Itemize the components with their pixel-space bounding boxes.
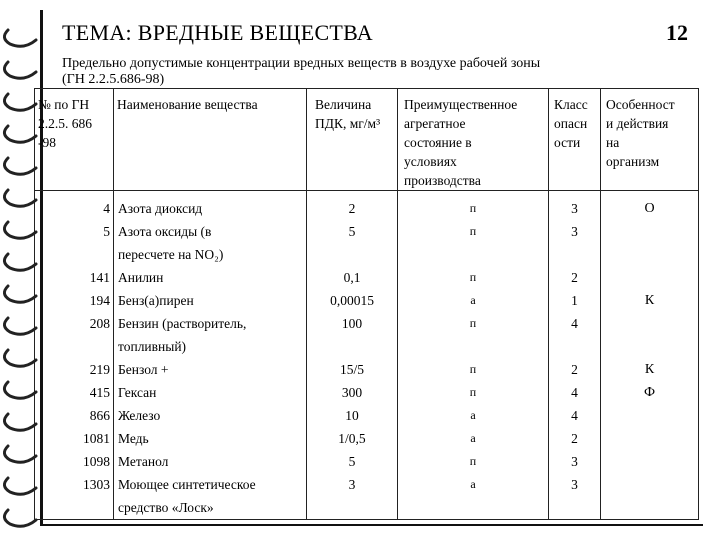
- cell-pdk: 10: [345, 408, 359, 423]
- cell-names: средство «Лоск»: [118, 500, 214, 515]
- cell-pdk: 100: [341, 316, 363, 331]
- column-pdk-values: [307, 191, 398, 520]
- header-substance-name: Наименование вещества: [114, 89, 307, 191]
- column-effect-features: [601, 191, 699, 520]
- column-gn-numbers: [35, 191, 114, 520]
- cell-pdk: 2: [348, 201, 356, 216]
- cell-numbers: 5: [103, 224, 110, 239]
- header-gn-number: № по ГН 2.2.5. 686 -98: [35, 89, 114, 191]
- cell-state: п: [469, 385, 477, 399]
- table-body-row: [35, 191, 699, 520]
- cell-pdk: 5: [348, 224, 356, 239]
- cell-state: [398, 496, 548, 519]
- cell-numbers: [35, 496, 113, 519]
- cell-state: п: [469, 270, 477, 284]
- cell-hazard-class: 4: [571, 316, 578, 331]
- cell-numbers: 1303: [83, 477, 110, 492]
- cell-numbers: [35, 335, 113, 358]
- cell-names: Железо: [118, 408, 161, 423]
- table-header-row: [35, 89, 699, 191]
- cell-hazard-class: 3: [571, 454, 578, 469]
- cell-state: [398, 243, 548, 266]
- column-hazard-classes: [549, 191, 601, 520]
- cell-names: Бенз(а)пирен: [118, 293, 194, 308]
- cell-names: Гексан: [118, 385, 157, 400]
- header-aggregate-state: Преимущественное агрегатное состояние в условиях производства: [398, 89, 549, 191]
- cell-state: п: [469, 454, 477, 468]
- cell-effect: [601, 496, 698, 519]
- cell-names: топливный): [118, 339, 187, 354]
- cell-pdk: [307, 243, 397, 266]
- column-aggregate-states: [398, 191, 549, 520]
- cell-pdk: 0,00015: [330, 293, 374, 308]
- cell-effect: [601, 266, 698, 289]
- subtitle-line-1: Предельно допустимые концентрации вредных веществ в воздухе рабочей зоны: [62, 56, 541, 71]
- cell-state: п: [469, 316, 477, 330]
- cell-numbers: 194: [89, 293, 110, 308]
- cell-effect: [601, 312, 698, 335]
- cell-hazard-class: 3: [571, 224, 578, 239]
- cell-numbers: 141: [89, 270, 110, 285]
- cell-effect: [601, 220, 698, 243]
- cell-effect: [601, 427, 698, 450]
- cell-hazard-class: 1: [571, 293, 578, 308]
- cell-numbers: 219: [89, 362, 110, 377]
- cell-hazard-class: 2: [571, 431, 578, 446]
- cell-effect: [601, 335, 698, 358]
- slide-subtitle: [62, 56, 672, 88]
- cell-names: Азота оксиды (в: [118, 224, 212, 239]
- subtitle-line-2: (ГН 2.2.5.686-98): [62, 72, 165, 87]
- cell-numbers: 208: [89, 316, 110, 331]
- header-pdk-value: Величина ПДК, мг/м³: [307, 89, 398, 191]
- cell-hazard-class: 4: [571, 408, 578, 423]
- cell-effect: [601, 404, 698, 427]
- cell-hazard-class: 4: [571, 385, 578, 400]
- cell-numbers: 866: [89, 408, 110, 423]
- slide-number: 12: [666, 20, 688, 45]
- cell-hazard-class: 2: [571, 270, 578, 285]
- cell-pdk: [307, 335, 397, 358]
- header-hazard-class: Класс опасн ости: [549, 89, 601, 191]
- cell-pdk: 1/0,5: [338, 431, 366, 446]
- cell-state: а: [470, 431, 476, 445]
- cell-pdk: [307, 496, 397, 519]
- cell-pdk: 15/5: [339, 362, 364, 377]
- cell-hazard-class: [549, 496, 600, 519]
- cell-numbers: 1098: [83, 454, 110, 469]
- cell-hazard-class: [549, 335, 600, 358]
- cell-effect: [601, 450, 698, 473]
- cell-hazard-class: [549, 243, 600, 266]
- cell-effect: О: [644, 201, 655, 216]
- cell-state: п: [469, 224, 477, 238]
- cell-effect: [601, 243, 698, 266]
- cell-effect: К: [644, 293, 655, 308]
- cell-names: Бензол +: [118, 362, 169, 377]
- cell-state: п: [469, 362, 477, 376]
- cell-hazard-class: 3: [571, 201, 578, 216]
- cell-pdk: 3: [348, 477, 356, 492]
- cell-names: Метанол: [118, 454, 169, 469]
- cell-pdk: 300: [341, 385, 363, 400]
- slide-title: ТЕМА: ВРЕДНЫЕ ВЕЩЕСТВА: [62, 20, 373, 45]
- column-substance-names: [114, 191, 307, 520]
- cell-names: Бензин (растворитель,: [118, 316, 247, 331]
- mac-table: [34, 88, 699, 520]
- cell-numbers: 415: [89, 385, 110, 400]
- cell-names: Моющее синтетическое: [118, 477, 256, 492]
- cell-effect: Ф: [643, 385, 656, 400]
- cell-state: а: [470, 477, 476, 491]
- cell-state: а: [470, 293, 476, 307]
- cell-numbers: [35, 243, 113, 266]
- cell-numbers: 1081: [83, 431, 110, 446]
- cell-names: Анилин: [118, 270, 164, 285]
- cell-numbers: 4: [103, 201, 110, 216]
- cell-names: Азота диоксид: [118, 201, 203, 216]
- cell-pdk: 5: [348, 454, 356, 469]
- cell-hazard-class: 2: [571, 362, 578, 377]
- cell-state: п: [469, 201, 477, 215]
- cell-hazard-class: 3: [571, 477, 578, 492]
- cell-names: пересчете на NO₂): [118, 247, 224, 262]
- cell-state: а: [470, 408, 476, 422]
- cell-effect: [601, 473, 698, 496]
- header-effect-features: Особенност и действия на организм: [601, 89, 699, 191]
- cell-state: [398, 335, 548, 358]
- cell-effect: К: [644, 362, 655, 377]
- cell-pdk: 0,1: [343, 270, 361, 285]
- cell-names: Медь: [118, 431, 149, 446]
